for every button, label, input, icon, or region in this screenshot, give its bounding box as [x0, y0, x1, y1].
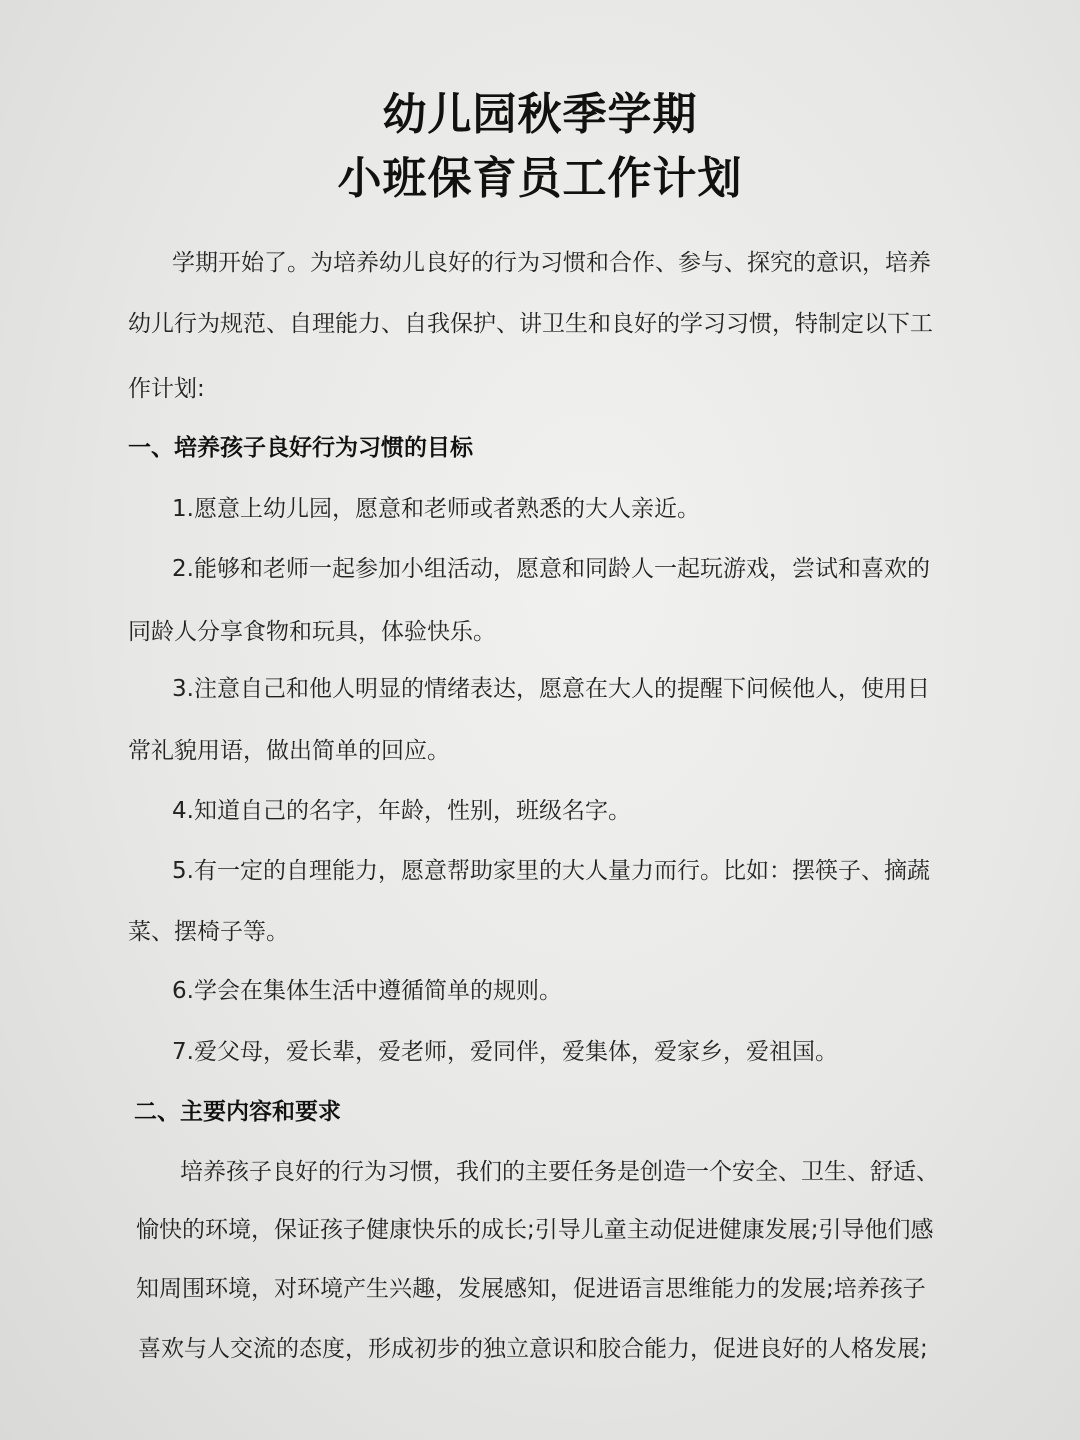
section-1-line: 5.有一定的自理能力，愿意帮助家里的大人量力而行。比如：摆筷子、摘蔬 — [172, 858, 930, 884]
section-2-line: 知周围环境，对环境产生兴趣，发展感知，促进语言思维能力的发展;培养孩子 — [136, 1276, 926, 1302]
intro-line: 学期开始了。为培养幼儿良好的行为习惯和合作、参与、探究的意识，培养 — [172, 250, 931, 276]
section-1-heading: 一、培养孩子良好行为习惯的目标 — [128, 435, 473, 461]
section-2-line: 喜欢与人交流的态度，形成初步的独立意识和胶合能力，促进良好的人格发展; — [138, 1336, 928, 1362]
section-1-line: 6.学会在集体生活中遵循简单的规则。 — [172, 978, 562, 1004]
section-1-line: 2.能够和老师一起参加小组活动，愿意和同龄人一起玩游戏，尝试和喜欢的 — [172, 556, 930, 582]
section-1-line: 4.知道自己的名字，年龄，性别，班级名字。 — [172, 798, 631, 824]
section-2-line: 愉快的环境，保证孩子健康快乐的成长;引导儿童主动促进健康发展;引导他们感 — [136, 1217, 934, 1243]
intro-line: 幼儿行为规范、自理能力、自我保护、讲卫生和良好的学习习惯，特制定以下工 — [128, 311, 933, 337]
section-1-line: 常礼貌用语，做出简单的回应。 — [128, 738, 450, 764]
section-1-line: 同龄人分享食物和玩具，体验快乐。 — [128, 619, 496, 645]
section-2-line: 培养孩子良好的行为习惯，我们的主要任务是创造一个安全、卫生、舒适、 — [180, 1159, 939, 1185]
section-1-line: 7.爱父母，爱长辈，爱老师，爱同伴，爱集体，爱家乡，爱祖国。 — [172, 1039, 838, 1065]
section-1-line: 菜、摆椅子等。 — [128, 919, 289, 945]
section-2-heading: 二、主要内容和要求 — [134, 1099, 341, 1125]
document-title-line-2: 小班保育员工作计划 — [337, 153, 743, 204]
section-1-line: 1.愿意上幼儿园，愿意和老师或者熟悉的大人亲近。 — [172, 496, 700, 522]
section-1-line: 3.注意自己和他人明显的情绪表达，愿意在大人的提醒下问候他人，使用日 — [172, 676, 930, 702]
intro-line: 作计划: — [128, 376, 205, 402]
document-title-line-1: 幼儿园秋季学期 — [382, 89, 698, 140]
